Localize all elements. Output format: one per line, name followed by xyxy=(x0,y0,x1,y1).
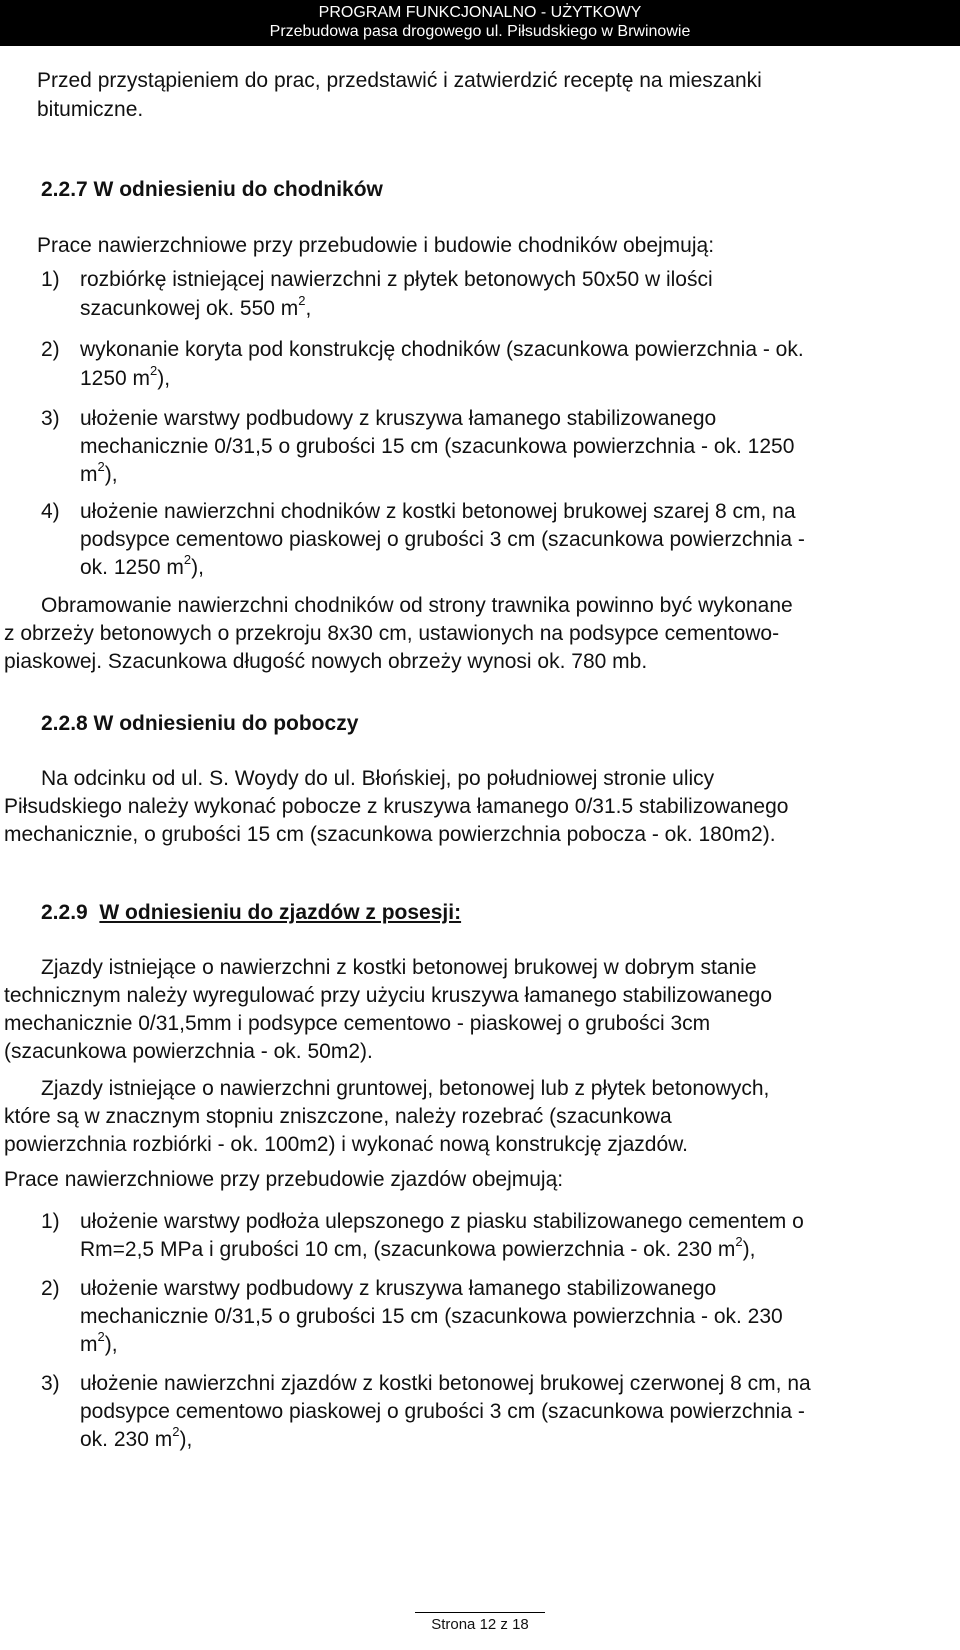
header-subtitle: Przebudowa pasa drogowego ul. Piłsudskiego w Brwinowie xyxy=(269,23,691,40)
paragraph-line: Na odcinku od ul. S. Woydy do ul. Błońskiej, po południowej stronie ulicy xyxy=(41,767,715,790)
list-item-line: ułożenie nawierzchni zjazdów z kostki betonowej brukowej czerwonej 8 cm, na xyxy=(80,1372,811,1395)
list-item-line: $m^2$), xyxy=(80,1329,118,1356)
section-lead: Prace nawierzchniowe przy przebudowie i budowie chodników obejmują: xyxy=(37,234,715,257)
list-item-line: wykonanie koryta pod konstrukcję chodników (szacunkowa powierzchnia - ok. xyxy=(80,338,804,361)
list-number: 2) xyxy=(41,338,60,361)
list-number: 4) xyxy=(41,500,60,523)
list-item-line: $m^2$), xyxy=(80,459,118,486)
list-item-line: ułożenie nawierzchni chodników z kostki betonowej brukowej szarej 8 cm, na xyxy=(80,500,796,523)
list-number: 3) xyxy=(41,1372,60,1395)
list-item-line: szacunkowej ok. 550 $m^2$, xyxy=(80,293,312,320)
list-item-line: podsypce cementowo piaskowej o grubości 3 cm (szacunkowa powierzchnia - xyxy=(80,1400,805,1423)
list-item-line: ułożenie warstwy podłoża ulepszonego z piasku stabilizowanego cementem o xyxy=(80,1210,804,1233)
list-item-line: ułożenie warstwy podbudowy z kruszywa łamanego stabilizowanego xyxy=(80,1277,717,1300)
paragraph-line: Obramowanie nawierzchni chodników od strony trawnika powinno być wykonane xyxy=(41,594,793,617)
page-number: Strona 12 z 18 xyxy=(431,1616,529,1633)
paragraph-line: powierzchnia rozbiórki - ok. 100m2) i wykonać nową konstrukcję zjazdów. xyxy=(4,1133,688,1156)
list-item-line: Rm=2,5 MPa i grubości 10 cm, (szacunkowa powierzchnia - ok. 230 $m^2$), xyxy=(80,1234,756,1261)
list-item-line: 1250 $m^2$), xyxy=(80,363,171,390)
section-lead: Prace nawierzchniowe przy przebudowie zjazdów obejmują: xyxy=(4,1168,564,1191)
footer-divider xyxy=(415,1612,545,1613)
paragraph-line: technicznym należy wyregulować przy użyciu kruszywa łamanego stabilizowanego xyxy=(4,984,773,1007)
list-number: 2) xyxy=(41,1277,60,1300)
list-item-line: rozbiórkę istniejącej nawierzchni z płytek betonowych 50x50 w ilości xyxy=(80,268,713,291)
list-item-line: ok. 1250 $m^2$), xyxy=(80,552,204,579)
list-item-line: ułożenie warstwy podbudowy z kruszywa łamanego stabilizowanego xyxy=(80,407,717,430)
paragraph-line: mechanicznie, o grubości 15 cm (szacunkowa powierzchnia pobocza - ok. 180m2). xyxy=(4,823,776,846)
list-number: 3) xyxy=(41,407,60,430)
list-number: 1) xyxy=(41,268,60,291)
paragraph-line: Zjazdy istniejące o nawierzchni gruntowej, betonowej lub z płytek betonowych, xyxy=(41,1077,770,1100)
list-item-line: podsypce cementowo piaskowej o grubości 3 cm (szacunkowa powierzchnia - xyxy=(80,528,805,551)
paragraph-line: (szacunkowa powierzchnia - ok. 50m2). xyxy=(4,1040,373,1063)
paragraph-line: piaskowej. Szacunkowa długość nowych obrzeży wynosi ok. 780 mb. xyxy=(4,650,648,673)
list-item-line: mechanicznie 0/31,5 o grubości 15 cm (szacunkowa powierzchnia - ok. 1250 xyxy=(80,435,795,458)
paragraph-line: Piłsudskiego należy wykonać pobocze z kruszywa łamanego 0/31.5 stabilizowanego xyxy=(4,795,789,818)
section-heading-2-2-9: 2.2.9 W odniesieniu do zjazdów z posesji: xyxy=(41,901,462,924)
paragraph-line: mechanicznie 0/31,5mm i podsypce cementowo - piaskowej o grubości 3cm xyxy=(4,1012,711,1035)
page-header xyxy=(0,0,960,46)
section-heading-2-2-7: 2.2.7 W odniesieniu do chodników xyxy=(41,178,383,201)
intro-line-2: bitumiczne. xyxy=(37,98,144,121)
intro-line-1: Przed przystąpieniem do prac, przedstawić i zatwierdzić receptę na mieszanki xyxy=(37,69,762,92)
list-item-line: ok. 230 $m^2$), xyxy=(80,1424,193,1451)
list-number: 1) xyxy=(41,1210,60,1233)
paragraph-line: z obrzeży betonowych o przekroju 8x30 cm, ustawionych na podsypce cementowo- xyxy=(4,622,780,645)
section-heading-2-2-8: 2.2.8 W odniesieniu do poboczy xyxy=(41,712,359,735)
paragraph-line: które są w znacznym stopniu zniszczone, należy rozebrać (szacunkowa xyxy=(4,1105,672,1128)
header-title: PROGRAM FUNKCJONALNO - UŻYTKOWY xyxy=(318,4,642,21)
list-item-line: mechanicznie 0/31,5 o grubości 15 cm (szacunkowa powierzchnia - ok. 230 xyxy=(80,1305,783,1328)
paragraph-line: Zjazdy istniejące o nawierzchni z kostki betonowej brukowej w dobrym stanie xyxy=(41,956,757,979)
